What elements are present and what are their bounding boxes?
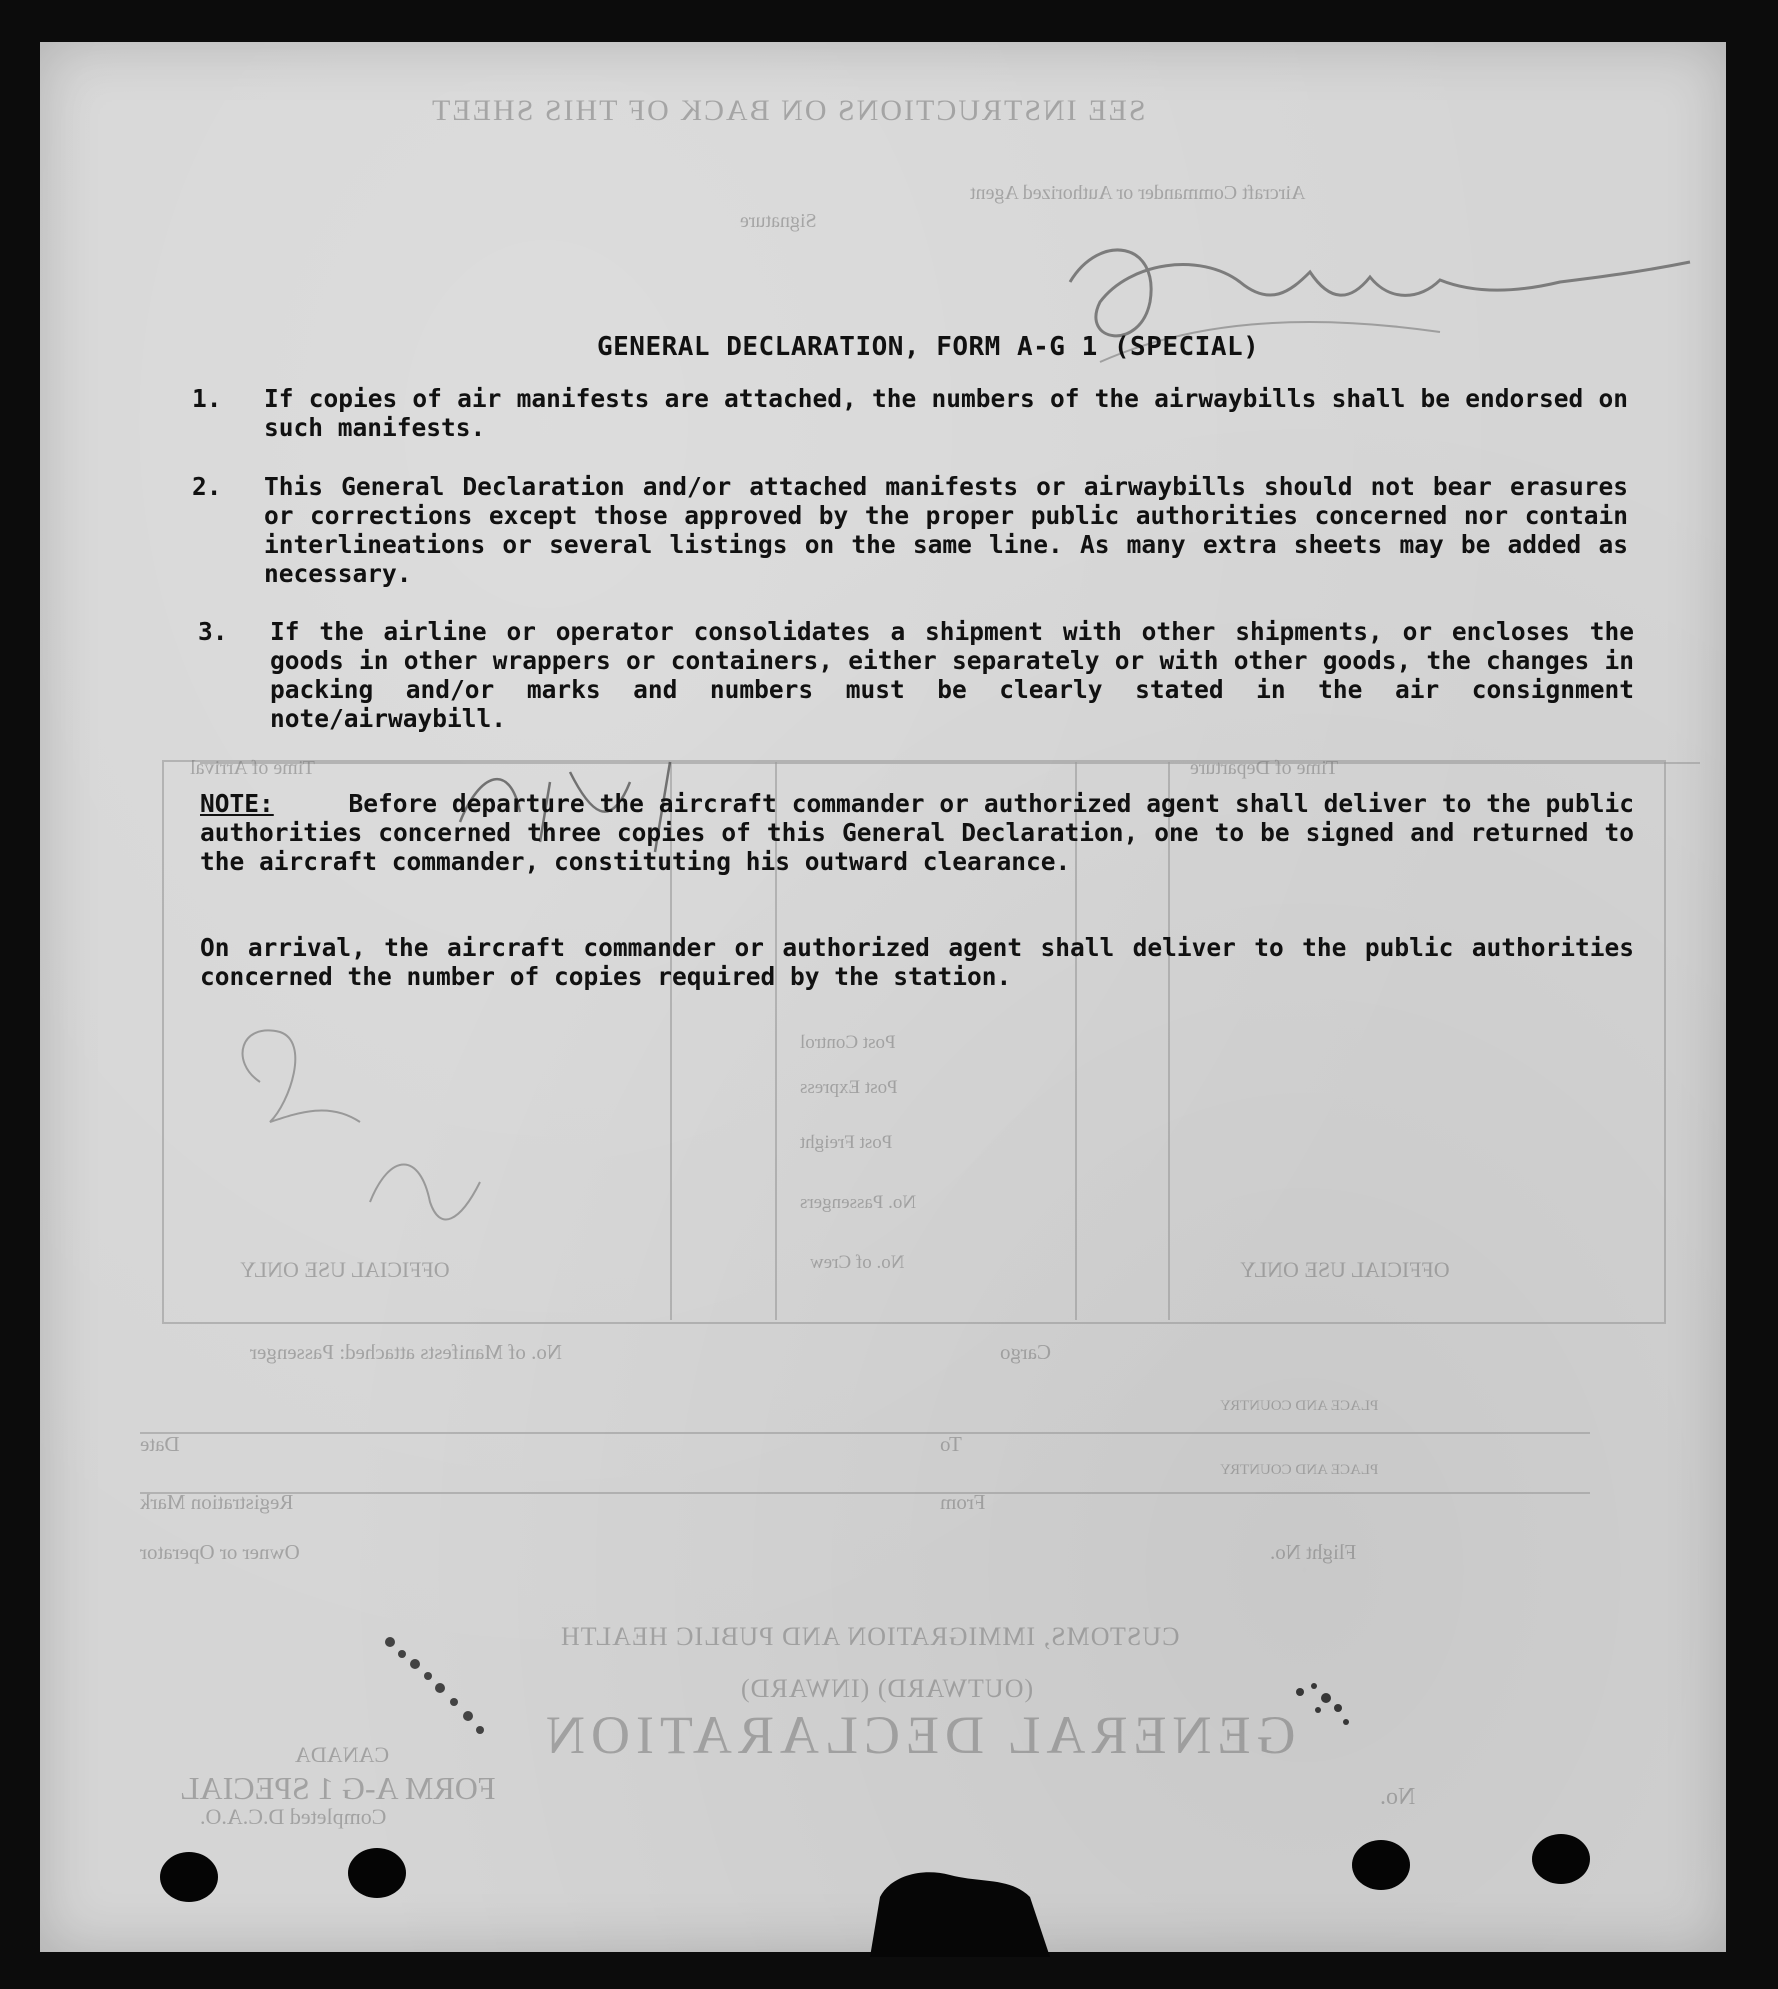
item-text: This General Declaration and/or attached manifests or airwaybills should not bear erasures or corrections except those approved by the proper public authorities concerned nor contain interlineations or several listings on the same line. As many extra sheets may be added as necessary. [264, 472, 1628, 588]
note-label: NOTE: [200, 789, 274, 818]
punch-hole [1532, 1834, 1590, 1884]
torn-edge [860, 1857, 1060, 1957]
punch-hole [348, 1848, 406, 1898]
punch-hole [1352, 1840, 1410, 1890]
item-text: If the airline or operator consolidates a shipment with other shipments, or encloses the goods in other wrappers or containers, either separately or with other goods, the changes in packing and/or marks and numbers must be clearly stated in the air consignment note/airwaybill. [270, 617, 1634, 733]
item-number: 3. [198, 617, 228, 646]
note-paragraph [200, 789, 1634, 876]
item-text: If copies of air manifests are attached, the numbers of the airwaybills shall be endorsed on such manifests. [264, 384, 1628, 442]
document-title: GENERAL DECLARATION, FORM A-G 1 (SPECIAL) [597, 332, 1260, 362]
handwritten-mark [220, 1002, 540, 1262]
note-text: Before departure the aircraft commander or authorized agent shall deliver to the public authorities concerned three copies of this General Declaration, one to be signed and returned to the aircraft commander, constituting his outward clearance. [200, 789, 1634, 876]
item-number: 1. [192, 384, 222, 413]
stamp-mark [1280, 1672, 1400, 1742]
punch-hole [160, 1852, 218, 1902]
document-page: SEE INSTRUCTIONS ON BACK OF THIS SHEET Aircraft Commander or Authorized Agent Signature Time of Departure Time of Arrival Post Control Post Express Post Freight No. Passengers No. of Crew OFFICIAL USE ONLY OFFICIAL USE ONLY No. of Manifests attached: Passenger Cargo PLACE AND COUNTRY PLACE AND COUNTRY Date To Registration Mark From Owner or Operator Flight No. CUSTOMS, IMMIGRATION AND PUBLIC HEALTH (OUTWARD) (INWARD) GENERAL DECLARATION CANADA FORM A-G 1 SPECIAL Completed D.C.A.O. No. GENERAL DECLARATION, FORM A-G 1 (SPECIAL) 1. If copies of air manifests are attached, the numbers of the airwaybills shall be endorsed on such manifests. 2. This General Declaration and/or attached manifests or airwaybills should not bear erasures or corrections except those approved by the proper public authorities concerned nor contain interlineations or several listings on the same line. As many extra sheets may be added as necessary. 3. If the airline or operator consolidates a shipment with other shipments, or encloses the goods in other wrappers or containers, either separately or with other goods, the changes in packing and/or marks and numbers must be clearly stated in the air consignment note/airwaybill. NOTE: Before departure the aircraft commander or authorized agent shall deliver to the public authorities concerned three copies of this General Declaration, one to be signed and returned to the aircraft commander, constituting his outward clearance. On arrival, the aircraft commander or authorized agent shall deliver to the public authorities concerned the number of copies required by the station. [40, 42, 1726, 1952]
stamp-mark [360, 1612, 510, 1762]
item-number: 2. [192, 472, 222, 501]
arrival-paragraph: On arrival, the aircraft commander or authorized agent shall deliver to the public authorities concerned the number of copies required by the station. [200, 933, 1634, 991]
